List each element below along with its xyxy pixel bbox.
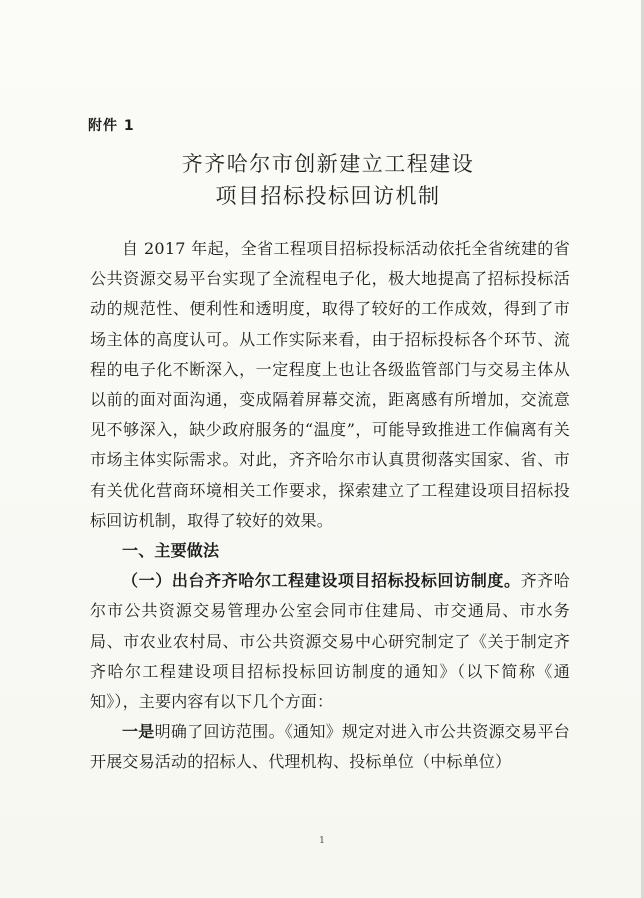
point-1-paragraph xyxy=(90,717,570,777)
intro-paragraph: 自 2017 年起，全省工程项目招标投标活动依托全省统建的省公共资源交易平台实现了全流程电子化，极大地提高了招标投标活动的规范性、便利性和透明度，取得了较好的工作成效，得到了市场主体的高度认可。从工作实际来看，由于招标投标各个环节、流程的电子化不断深入，一定程度上也让各级监管部门与交易主体从以前的面对面沟通，变成隔着屏幕交流，距离感有所增加，交流意见不够深入，缺少政府服务的“温度”，可能导致推进工作偏离有关市场主体实际需求。对此，齐齐哈尔市认真贯彻落实国家、省、市有关优化营商环境相关工作要求，探索建立了工程建设项目招标投标回访机制，取得了较好的效果。 xyxy=(90,239,570,530)
document-title-line-2: 项目招标投标回访机制 xyxy=(215,184,441,208)
document-title-line-1: 齐齐哈尔市创新建立工程建设 xyxy=(181,152,475,176)
point-1-body: 明确了回访范围。《通知》规定对进入市公共资源交易平台开展交易活动的招标人、代理机构、投标单位（中标单位） xyxy=(90,722,570,772)
subsection-1-body: 齐齐哈尔市公共资源交易管理办公室会同市住建局、市交通局、市水务局、市农业农村局、市公共资源交易中心研究制定了《关于制定齐齐哈尔工程建设项目招标投标回访制度的通知》（以下简称《通知》），主要内容有以下几个方面： xyxy=(90,571,570,712)
subsection-1-paragraph xyxy=(90,566,570,717)
document-body xyxy=(90,234,570,778)
subsection-1-heading: （一）出台齐齐哈尔工程建设项目招标投标回访制度。 xyxy=(122,571,521,591)
page-number: 1 xyxy=(319,836,325,846)
attachment-label: 附件 1 xyxy=(88,118,135,134)
point-1-lead: 一是 xyxy=(122,722,155,742)
section-heading-main-practices: 一、主要做法 xyxy=(122,541,220,561)
